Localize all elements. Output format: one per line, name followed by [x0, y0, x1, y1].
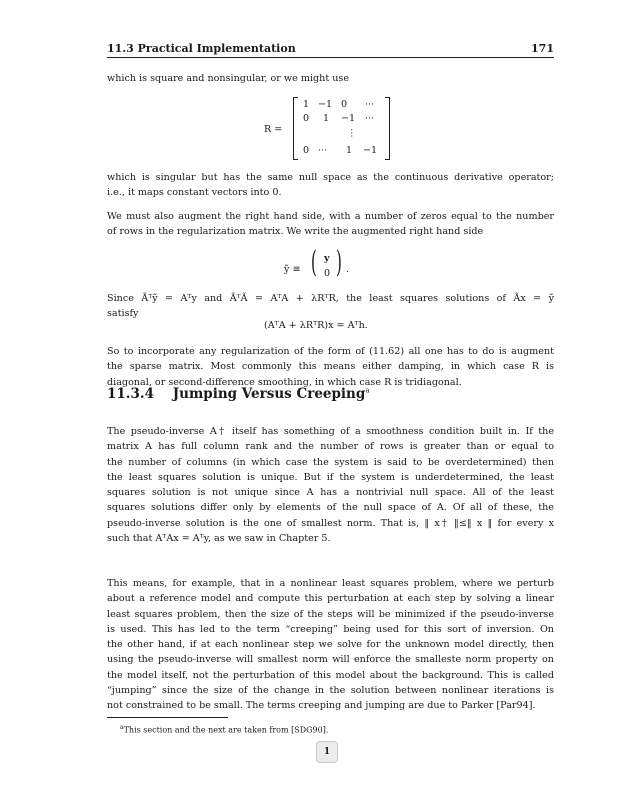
section-title-text: Jumping Versus Creeping: [172, 386, 366, 402]
paragraph-4: [107, 291, 554, 322]
paragraph-7: [107, 576, 554, 714]
matrix-cell: ···: [365, 99, 375, 110]
matrix-cell: −1: [318, 99, 333, 110]
footnote: [120, 724, 328, 735]
text-line: the least squares solution is unique. But if the system is underdetermined, the least: [107, 471, 554, 483]
text-line: pseudo-inverse solution is the one of smallest norm. That is, ‖ x† ‖≤‖ x ‖ for every x: [107, 517, 554, 529]
text-line: satisfy: [107, 308, 139, 320]
paragraph-1: [107, 71, 554, 86]
text-line: matrix A has full column rank and the number of rows is greater than or equal to: [107, 441, 554, 453]
text-line: the sparse matrix. Most commonly this means either damping, in which case R is: [107, 361, 554, 373]
eq-aug-lhs: ỹ ≡: [284, 264, 301, 275]
matrix-label: R =: [264, 124, 283, 135]
matrix-vdots: ⋮: [347, 128, 357, 139]
footnote-mark: a: [365, 386, 370, 395]
matrix-cell: 1: [303, 99, 310, 110]
text-line: the model itself, not the perturbation of this model about the background. This is called: [107, 669, 554, 681]
text-line: squares solutions differ only by elements of the null space of A. Of all of these, the: [107, 502, 554, 514]
text-line: “jumping” since the size of the change in the solution between nonlinear iterations is: [107, 685, 554, 697]
paragraph-5: [107, 344, 554, 390]
section-number: 11.3.4: [107, 386, 154, 402]
eq-aug-end: .: [346, 264, 350, 275]
text-line: of rows in the regularization matrix. We write the augmented right hand side: [107, 226, 484, 238]
text-line: least squares problem, then the size of the steps will be minimized if the pseudo-inverse: [107, 608, 554, 620]
text-line: i.e., it maps constant vectors into 0.: [107, 187, 282, 199]
paragraph-2: [107, 170, 554, 201]
left-paren: (: [311, 245, 317, 280]
text-line: This means, for example, that in a nonlinear least squares problem, where we perturb: [107, 578, 554, 589]
text-line: the other hand, if at each nonlinear step we solve for the unknown model directly, then: [107, 639, 554, 651]
matrix-cell: −1: [363, 145, 378, 156]
paragraph-3: [107, 209, 554, 240]
text-line: So to incorporate any regularization of the form of (11.62) all one has to do is augment: [107, 346, 554, 357]
paragraph-6: [107, 424, 554, 546]
text-line: such that AᵀAx = Aᵀy, as we saw in Chapter 5.: [107, 533, 331, 545]
page-badge[interactable]: 1: [316, 741, 338, 763]
right-paren: ): [336, 245, 342, 280]
text-line: diagonal, or second-difference smoothing, in which case R is tridiagonal.: [107, 376, 462, 388]
vector-bottom: 0: [324, 268, 331, 279]
least-squares-equation: (AᵀA + λRᵀR)x = Aᵀh.: [264, 320, 368, 331]
header-rule: [107, 57, 554, 58]
matrix-cell: 1: [346, 145, 353, 156]
text-line: not constrained to be small. The terms creeping and jumping are due to Parker [Par94].: [107, 700, 536, 712]
text-line: squares solution is not unique since A has a nontrivial null space. All of the least: [107, 487, 554, 499]
vector-top: y: [324, 253, 330, 264]
text-line: We must also augment the right hand side, with a number of zeros equal to the number: [107, 211, 554, 222]
text-line: the number of columns (in which case the system is said to be overdetermined) then: [107, 456, 554, 468]
footnote-rule: [107, 717, 228, 718]
header-page-number: 171: [531, 42, 554, 55]
matrix-cell: ···: [318, 145, 328, 156]
footnote-mark: a: [120, 724, 124, 731]
matrix-R: [293, 97, 390, 160]
text-line: which is singular but has the same null space as the continuous derivative operator;: [107, 172, 554, 183]
footnote-text: This section and the next are taken from [SDG90].: [123, 725, 329, 735]
text-line: The pseudo-inverse A† itself has something of a smoothness condition built in. If the: [107, 426, 554, 437]
header-section: 11.3 Practical Implementation: [107, 42, 296, 55]
text-line: which is square and nonsingular, or we might use: [107, 73, 350, 84]
text-line: using the pseudo-inverse will smallest norm will enforce the smalleste norm property on: [107, 654, 554, 666]
matrix-cell: 0: [341, 99, 348, 110]
text-line: about a reference model and compute this perturbation at each step by solving a linear: [107, 593, 554, 605]
text-line: is used. This has led to the term “creeping” being used for this sort of inversion. On: [107, 623, 554, 635]
section-heading: [107, 386, 370, 402]
matrix-cell: ···: [365, 113, 375, 124]
matrix-cell: 0: [303, 113, 310, 124]
matrix-cell: 0: [303, 145, 310, 156]
eq-aug-vector: [311, 245, 343, 283]
text-line: Since Ãᵀỹ = Aᵀy and ÃᵀÃ = AᵀA + λRᵀR, the least squares solutions of Ãx = ỹ: [107, 293, 554, 304]
running-header: [107, 42, 554, 55]
matrix-cell: 1: [323, 113, 330, 124]
matrix-cell: −1: [341, 113, 356, 124]
